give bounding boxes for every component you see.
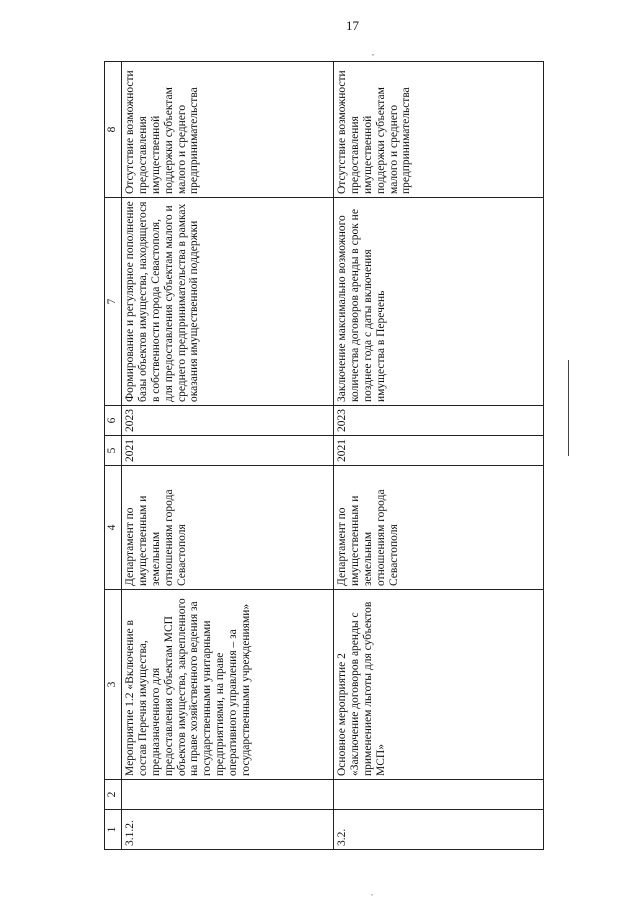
page-number: 17 <box>346 18 359 33</box>
cell-end-year: 2023 <box>122 406 334 436</box>
cell-empty <box>122 780 334 810</box>
col-header-2: 2 <box>105 780 122 810</box>
cell-measure: Основное мероприятие 2 «Заключение договоров аренды с применением льготы для субъектов МСП» <box>334 590 544 780</box>
cell-number: 3.2. <box>334 810 544 850</box>
cell-measure: Мероприятие 1.2 «Включение в состав Перечня имущества, предназначенного для предоставления субъектам МСП объектов имущества, закрепленного на праве хозяйственного ведения за государственными унитарными предприятиями, на праве оперативного управления – за государственными учреждениями» <box>122 590 334 780</box>
col-header-7: 7 <box>105 198 122 406</box>
col-header-5: 5 <box>105 436 122 466</box>
col-header-4: 4 <box>105 466 122 590</box>
col-header-1: 1 <box>105 810 122 850</box>
scan-mark: , <box>372 48 374 57</box>
col-header-3: 3 <box>105 590 122 780</box>
cell-number: 3.1.2. <box>122 810 334 850</box>
cell-expected-result: Формирование и регулярное пополнение базы объектов имущества, находящегося в собственности города Севастополя, для предоставления субъектам малого и среднего предпринимательства в рамках оказания имущественной поддержки <box>122 198 334 406</box>
cell-expected-result: Заключение максимально возможного количества договоров аренды в срок не позднее года с даты включения имущества в Перечень <box>334 198 544 406</box>
cell-executor: Департамент по имущественным и земельным отношениям города Севастополя <box>334 466 544 590</box>
cell-consequences: Отсутствие возможности предоставления имущественной поддержки субъектам малого и среднего предпринимательства <box>122 62 334 198</box>
table-row <box>334 62 544 850</box>
cell-start-year: 2021 <box>334 436 544 466</box>
measures-table <box>104 61 544 850</box>
cell-consequences: Отсутствие возможности предоставления имущественной поддержки субъектам малого и среднего предпринимательства <box>334 62 544 198</box>
header-row <box>105 62 122 850</box>
cell-start-year: 2021 <box>122 436 334 466</box>
scan-line <box>568 360 569 456</box>
scan-mark: , <box>371 888 373 897</box>
table-rotated-container <box>104 62 544 850</box>
cell-empty <box>334 780 544 810</box>
cell-end-year: 2023 <box>334 406 544 436</box>
cell-executor: Департамент по имущественным и земельным отношениям города Севастополя <box>122 466 334 590</box>
col-header-6: 6 <box>105 406 122 436</box>
table-row <box>122 62 334 850</box>
col-header-8: 8 <box>105 62 122 198</box>
